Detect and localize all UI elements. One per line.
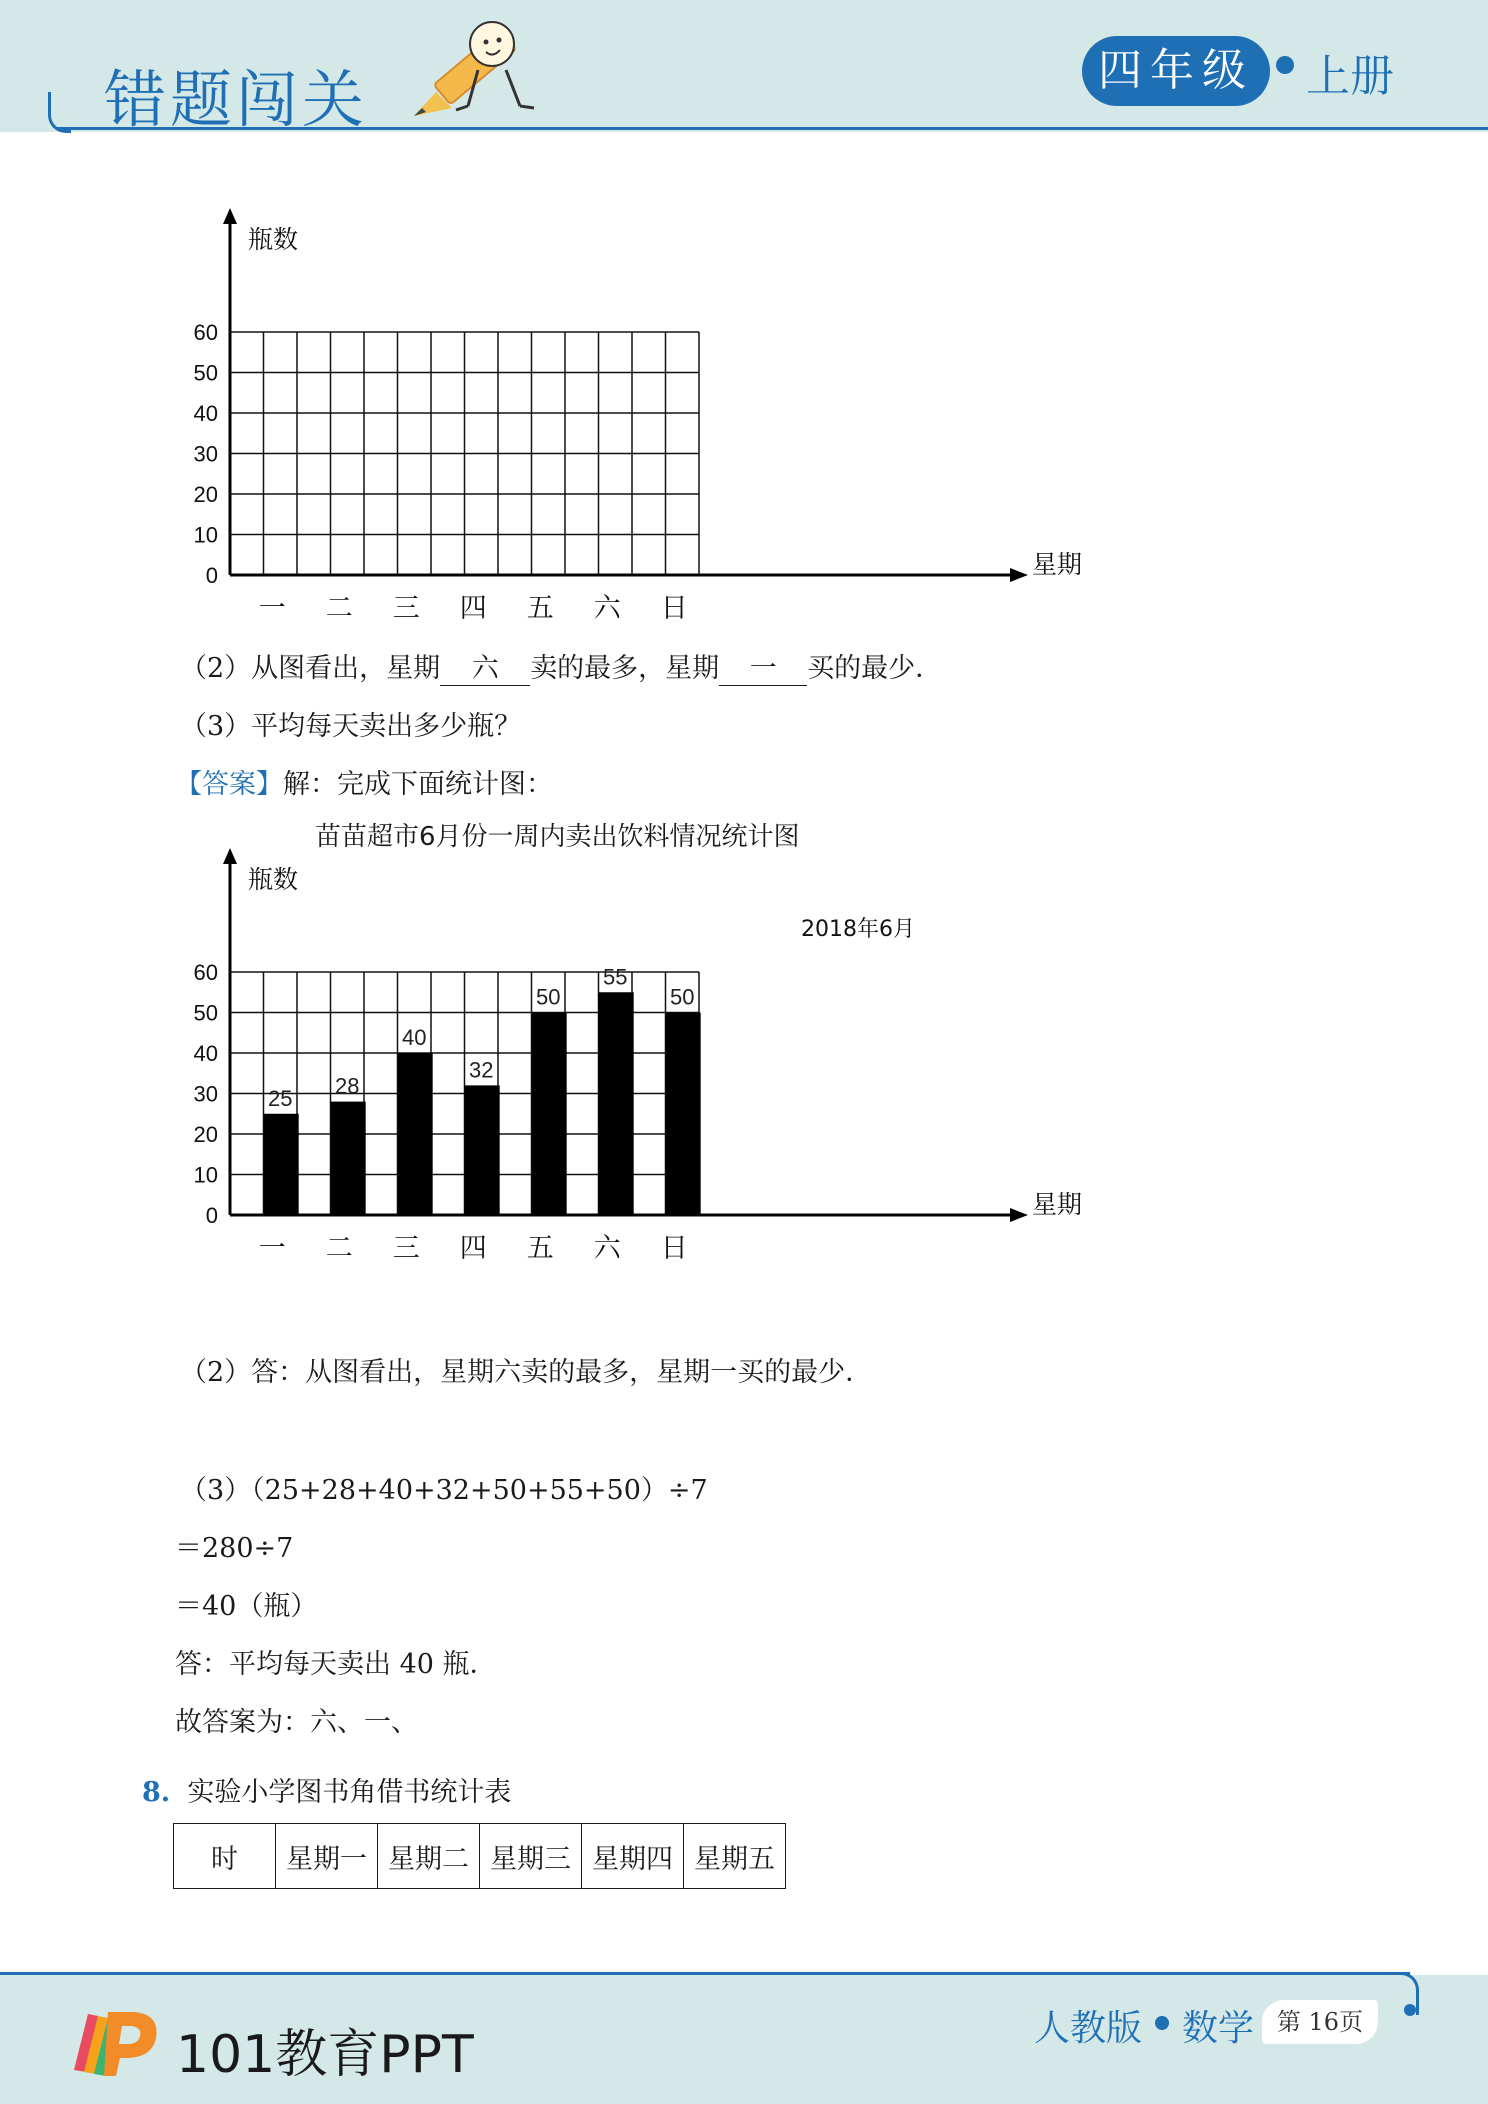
table-cell: 星期一 — [276, 1824, 378, 1889]
footer-dot-separator — [1155, 2016, 1169, 2030]
y-tick-label: 10 — [193, 522, 218, 548]
final-answer: 故答案为：六、一、 — [175, 1707, 418, 1738]
logo-icon — [68, 2000, 168, 2080]
table-cell: 星期二 — [378, 1824, 480, 1889]
borrow-table — [173, 1823, 786, 1889]
x-tick-label: 六 — [593, 1233, 621, 1264]
y-tick-label: 40 — [193, 1041, 218, 1066]
answer-tag: 【答案】 — [175, 769, 283, 800]
table-cell: 星期四 — [582, 1824, 684, 1889]
q2-blank-most: 六 — [440, 646, 530, 686]
table-row — [174, 1824, 786, 1889]
y-tick-label: 20 — [193, 1122, 218, 1147]
bar-value-label: 50 — [670, 984, 695, 1010]
header-dot — [1276, 56, 1294, 74]
bar — [599, 992, 634, 1215]
x-tick-label: 一 — [258, 593, 286, 624]
volume-label: 上册 — [1306, 51, 1394, 102]
logo-text: 101教育PPT — [176, 2025, 474, 2085]
q2-blank-least: 一 — [719, 646, 807, 686]
q2-suffix: 买的最少． — [807, 653, 943, 684]
question-number: 8. — [142, 1777, 171, 1808]
y-tick-label: 60 — [193, 960, 218, 985]
x-tick-label: 二 — [325, 1233, 353, 1264]
bar-value-label: 55 — [603, 964, 628, 990]
table-cell: 星期三 — [480, 1824, 582, 1889]
edition-label: 人教版 — [1034, 2008, 1143, 2049]
bar — [264, 1114, 299, 1215]
answer-3-line-4: 答：平均每天卖出 40 瓶． — [175, 1649, 497, 1680]
x-tick-label: 五 — [526, 593, 554, 624]
footer-dot — [1404, 2004, 1416, 2016]
bar — [532, 1013, 567, 1216]
q2-prefix: （2）从图看出，星期 — [180, 653, 441, 684]
table-cell: 星期五 — [684, 1824, 786, 1889]
bar-value-label: 25 — [268, 1085, 293, 1111]
bar — [465, 1085, 500, 1215]
x-axis-label: 星期 — [1032, 550, 1083, 579]
y-tick-label: 50 — [193, 360, 218, 386]
answer-3-line-2: ＝280÷7 — [175, 1533, 294, 1564]
chart-title: 苗苗超市6月份一周内卖出饮料情况统计图 — [315, 822, 800, 852]
bar-value-label: 32 — [469, 1057, 494, 1083]
grade-badge: 四年级 — [1082, 36, 1270, 106]
question-8 — [142, 1770, 511, 1809]
y-axis-arrow — [223, 208, 237, 224]
question-2 — [180, 646, 942, 686]
footer-rule — [0, 1972, 1410, 1975]
bar-value-label: 40 — [402, 1025, 427, 1050]
question-8-title: 实验小学图书角借书统计表 — [187, 1777, 512, 1808]
x-axis-arrow — [1010, 1208, 1028, 1222]
x-tick-label: 日 — [660, 593, 688, 624]
subject-label: 数学 — [1182, 2008, 1255, 2049]
y-tick-label: 40 — [193, 401, 218, 426]
q2-mid: 卖的最多，星期 — [530, 653, 720, 684]
answer-intro-line — [175, 762, 553, 801]
y-tick-label: 30 — [193, 1081, 218, 1107]
y-axis-arrow — [223, 848, 237, 864]
x-tick-label: 一 — [258, 1233, 286, 1264]
answer-3-line-1: （3）（25+28+40+32+50+55+50）÷7 — [180, 1475, 708, 1506]
y-tick-label: 50 — [193, 1000, 218, 1026]
x-tick-label: 四 — [459, 593, 487, 624]
y-tick-label: 60 — [193, 320, 218, 345]
bar-value-label: 28 — [335, 1073, 360, 1099]
x-tick-label: 六 — [593, 593, 621, 624]
x-tick-label: 五 — [526, 1233, 554, 1264]
bar-value-label: 50 — [536, 984, 561, 1010]
x-axis-label: 星期 — [1032, 1190, 1083, 1219]
chart-date-label: 2018年6月 — [801, 917, 915, 942]
x-tick-label: 二 — [325, 593, 353, 624]
answer-intro: 解：完成下面统计图： — [283, 769, 553, 800]
bar — [331, 1102, 366, 1215]
question-3: （3）平均每天卖出多少瓶？ — [180, 711, 522, 742]
x-tick-label: 三 — [392, 1233, 420, 1264]
x-tick-label: 四 — [459, 1233, 487, 1264]
y-tick-label: 20 — [193, 482, 218, 507]
y-tick-label: 30 — [193, 441, 218, 467]
blank-chart — [170, 200, 1090, 660]
y-axis-label: 瓶数 — [248, 865, 299, 894]
x-axis-arrow — [1010, 568, 1028, 582]
y-tick-label: 0 — [205, 563, 218, 588]
y-tick-label: 0 — [205, 1203, 218, 1228]
table-cell: 时 — [174, 1824, 276, 1889]
bar — [666, 1013, 701, 1216]
x-tick-label: 三 — [392, 593, 420, 624]
section-title: 错题闯关 — [104, 63, 369, 136]
pencil-mascot-icon — [408, 14, 548, 126]
answer-2: （2）答：从图看出，星期六卖的最多，星期一买的最少． — [180, 1357, 873, 1388]
x-tick-label: 日 — [660, 1233, 688, 1264]
page-number: 第 16页 — [1262, 2000, 1378, 2044]
bar — [398, 1053, 433, 1215]
y-axis-label: 瓶数 — [248, 225, 299, 254]
answer-3-line-3: ＝40（瓶） — [175, 1591, 318, 1622]
answer-chart — [170, 840, 1090, 1300]
y-tick-label: 10 — [193, 1162, 218, 1188]
